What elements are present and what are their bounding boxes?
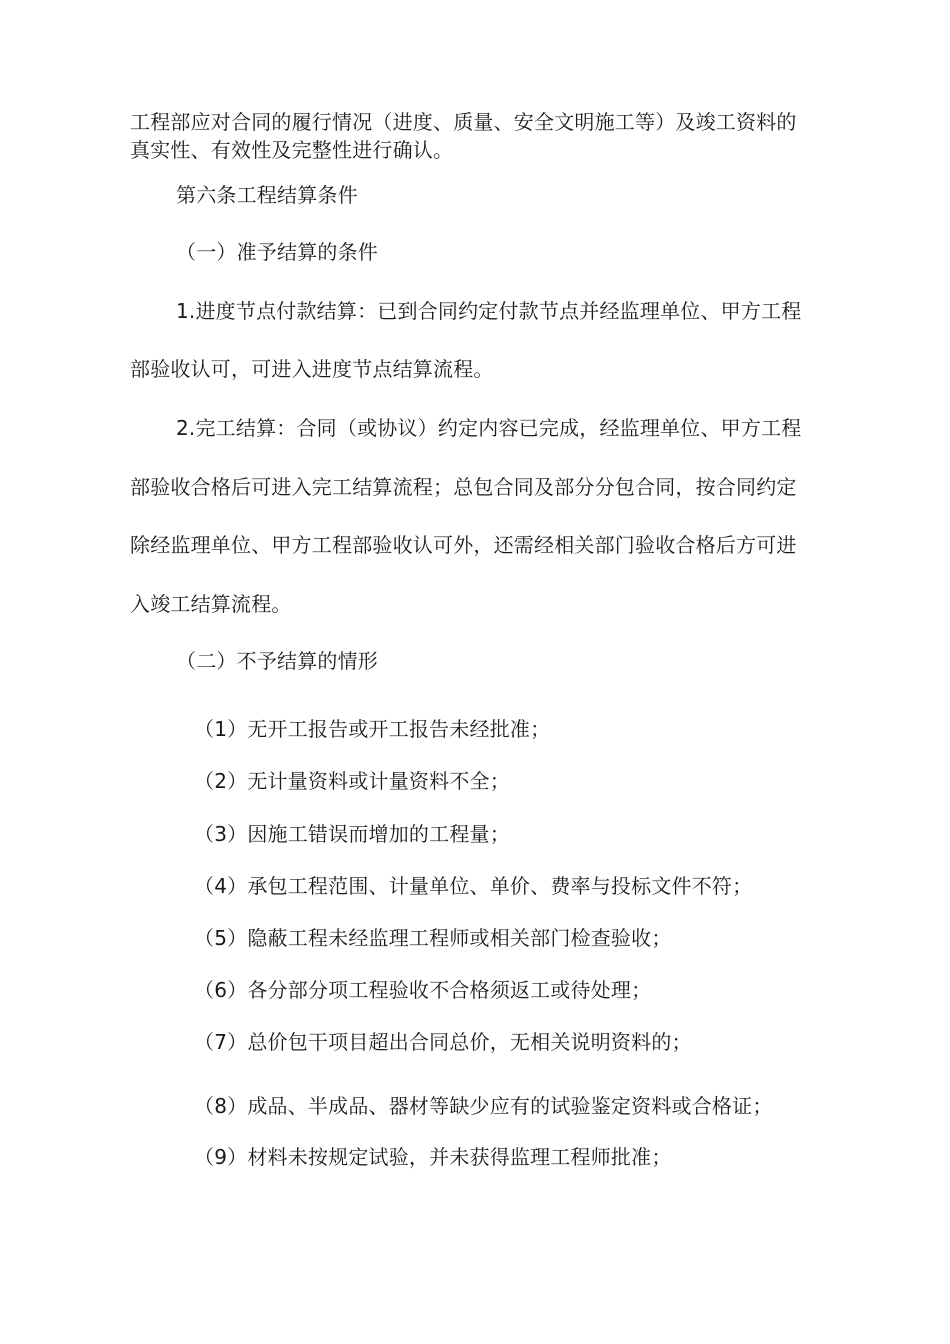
condition-item: （8）成品、半成品、器材等缺少应有的试验鉴定资料或合格证；: [194, 1094, 773, 1118]
condition-item: （5）隐蔽工程未经监理工程师或相关部门检查验收；: [194, 926, 672, 950]
item-1-line-2: 部验收认可，可进入进度节点结算流程。: [130, 357, 494, 381]
item-2-line-4: 入竣工结算流程。: [130, 592, 292, 616]
item-2-line-2: 部验收合格后可进入完工结算流程；总包合同及部分分包合同，按合同约定: [130, 475, 797, 499]
item-2-line-1: 2.完工结算：合同（或协议）约定内容已完成，经监理单位、甲方工程: [176, 416, 802, 440]
intro-text-line-2: 真实性、有效性及完整性进行确认。: [130, 138, 454, 162]
condition-item: （1）无开工报告或开工报告未经批准；: [194, 717, 551, 741]
condition-item: （4）承包工程范围、计量单位、单价、费率与投标文件不符；: [194, 874, 753, 898]
item-1-line-1: 1.进度节点付款结算：已到合同约定付款节点并经监理单位、甲方工程: [176, 299, 802, 323]
condition-item: （2）无计量资料或计量资料不全；: [194, 769, 510, 793]
article-heading: 第六条工程结算条件: [176, 183, 358, 207]
intro-text-line-1: 工程部应对合同的履行情况（进度、质量、安全文明施工等）及竣工资料的: [130, 110, 797, 134]
condition-item: （3）因施工错误而增加的工程量；: [194, 822, 510, 846]
section-1-heading: （一）准予结算的条件: [176, 240, 378, 264]
item-2-line-3: 除经监理单位、甲方工程部验收认可外，还需经相关部门验收合格后方可进: [130, 533, 797, 557]
condition-item: （6）各分部分项工程验收不合格须返工或待处理；: [194, 978, 652, 1002]
condition-item: （7）总价包干项目超出合同总价，无相关说明资料的；: [194, 1030, 692, 1054]
section-2-heading: （二）不予结算的情形: [176, 649, 378, 673]
condition-item: （9）材料未按规定试验，并未获得监理工程师批准；: [194, 1145, 672, 1169]
